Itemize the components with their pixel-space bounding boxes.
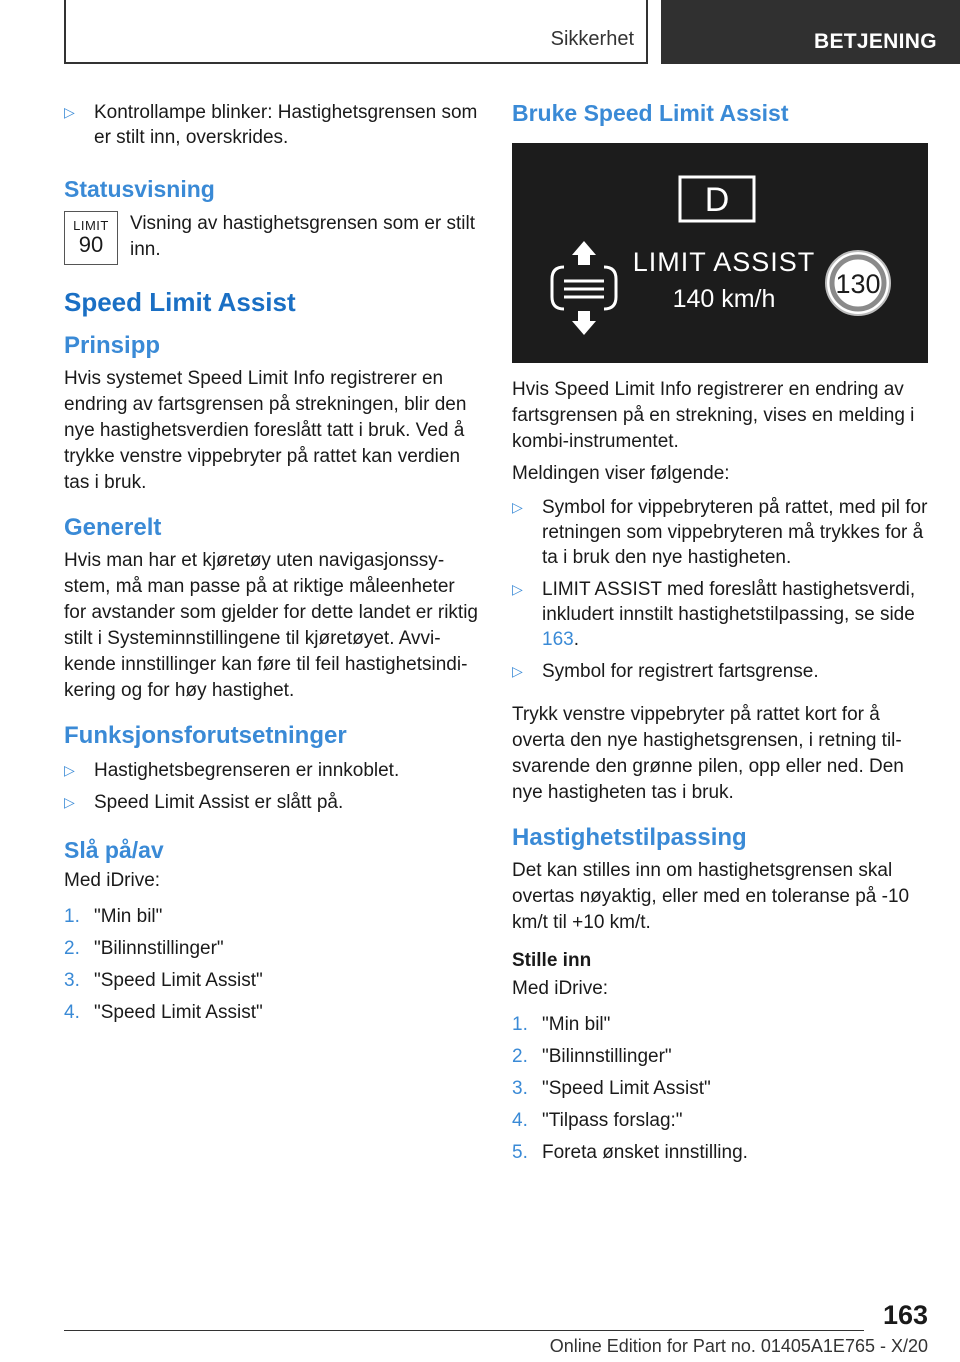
list-item: ▷ Symbol for vippebryteren på rattet, med pil for retningen som vippebryteren må trykkes for å ta i bruk den nye hastigheten.: [512, 497, 928, 568]
heading-generelt: Generelt: [64, 514, 162, 541]
list-item: 2. "Bilinnstillinger": [64, 938, 224, 959]
meldingen-list: [512, 495, 928, 684]
triangle-bullet-icon: ▷: [64, 104, 75, 120]
heading-hastighetstilpassing: Hastighetstilpassing: [512, 824, 747, 851]
rocker-switch-icon: [552, 241, 616, 335]
stille-inn-text: Med iDrive:: [512, 978, 609, 999]
display-svg: [512, 143, 928, 363]
slaa-text: Med iDrive:: [64, 870, 161, 891]
heading-statusvisning: Statusvisning: [64, 176, 215, 202]
list-item: 1. "Min bil": [64, 906, 163, 927]
limit-assist-display-illustration: [512, 143, 928, 363]
tilpassing-text: Det kan stilles inn om hastighetsgrensen skal overtas nøyaktig, eller med en toleranse på -10 km/t til +10 km/t.: [512, 860, 910, 933]
heading-stille-inn: Stille inn: [512, 950, 592, 971]
header-section-label: Sikkerhet: [550, 28, 634, 50]
right-column: [512, 100, 928, 1172]
heading-funksjonsforutsetninger: Funksjonsforutsetninger: [64, 722, 347, 749]
list-item: ▷ Symbol for registrert fartsgrense.: [512, 661, 819, 682]
list-item: ▷ Kontrollampe blinker: Hastighetsgrensen som er stilt inn, overskrides.: [64, 102, 478, 148]
triangle-bullet-icon: ▷: [512, 581, 523, 597]
left-column: [64, 100, 482, 1032]
list-item: ▷ Speed Limit Assist er slått på.: [64, 792, 344, 813]
funksjon-list: [64, 758, 482, 815]
limit-assist-title: LIMIT ASSIST: [632, 247, 816, 277]
status-row: [64, 211, 482, 265]
list-item: 5. Foreta ønsket innstilling.: [512, 1142, 748, 1163]
list-item: 3. "Speed Limit Assist": [512, 1078, 711, 1099]
gear-indicator: D: [704, 181, 730, 219]
header-chapter-tab: BETJENING: [661, 0, 960, 64]
list-item: 4. "Tilpass forslag:": [512, 1110, 683, 1131]
limit-status-icon: [64, 211, 118, 265]
stille-inn-steps: [512, 1012, 928, 1165]
bruke-text-2: Meldingen viser følgende:: [512, 463, 730, 484]
slaa-steps: [64, 904, 482, 1025]
list-item: 1. "Min bil": [512, 1014, 611, 1035]
bruke-text-3: Trykk venstre vippebryter på rattet kort for å overta den nye hastighetsgrensen, i retning tilsvarende den grønne pilen, opp eller ned. Den nye hastigheten tas i bruk.: [512, 704, 904, 803]
list-item: ▷ LIMIT ASSIST med foreslått hastighetsverdi, inkludert innstilt hastighetstilpassing, se side 163.: [512, 579, 916, 650]
page-link[interactable]: 163: [542, 629, 574, 650]
generelt-text: Hvis man har et kjøretøy uten navigasjonssystem, må man passe på at riktige måleenheter for avstander som gjelder for dette landet er riktig stilt i Systeminnstillingene til kjøretøyet. Avvikende innstillinger kan føre til feil hastighetsindikering og for høy hastighet.: [64, 550, 478, 701]
footer-edition: Online Edition for Part no. 01405A1E765 - X/20: [549, 1336, 928, 1356]
limit-assist-speed: 140 km/h: [672, 285, 776, 313]
statusvisning-text: Visning av hastighetsgrensen som er stilt inn.: [130, 213, 475, 260]
limit-badge-label: LIMIT: [73, 218, 109, 233]
heading-slaa-paa-av: Slå på/av: [64, 837, 164, 863]
heading-bruke-speed-limit-assist: Bruke Speed Limit Assist: [512, 100, 789, 126]
heading-prinsipp: Prinsipp: [64, 332, 161, 359]
prinsipp-text: Hvis systemet Speed Limit Info registrerer en endring av fartsgrensen på strekningen, blir den nye hastighetsverdien foreslått tatt i bruk. Ved å trykke venstre vippebryter på rattet kan verdien tas i bruk.: [64, 368, 467, 493]
header-section-box: [64, 0, 648, 64]
limit-badge-value: 90: [78, 232, 104, 257]
list-item: ▷ Hastighetsbegrenseren er innkoblet.: [64, 760, 400, 781]
triangle-bullet-icon: ▷: [512, 663, 523, 679]
footer-divider: [64, 1330, 864, 1331]
speed-sign-value: 130: [835, 269, 881, 299]
triangle-bullet-icon: ▷: [64, 794, 75, 810]
heading-speed-limit-assist: Speed Limit Assist: [64, 287, 296, 317]
list-item: 3. "Speed Limit Assist": [64, 970, 263, 991]
triangle-bullet-icon: ▷: [512, 499, 523, 515]
page-number: 163: [882, 1300, 928, 1330]
triangle-bullet-icon: ▷: [64, 762, 75, 778]
bruke-text-1: Hvis Speed Limit Info registrerer en endring av fartsgrensen på en strekning, vises en melding i kombi-instrumentet.: [512, 379, 915, 452]
list-item: 4. "Speed Limit Assist": [64, 1002, 263, 1023]
intro-bullet-list: [64, 100, 482, 150]
list-item: 2. "Bilinnstillinger": [512, 1046, 672, 1067]
